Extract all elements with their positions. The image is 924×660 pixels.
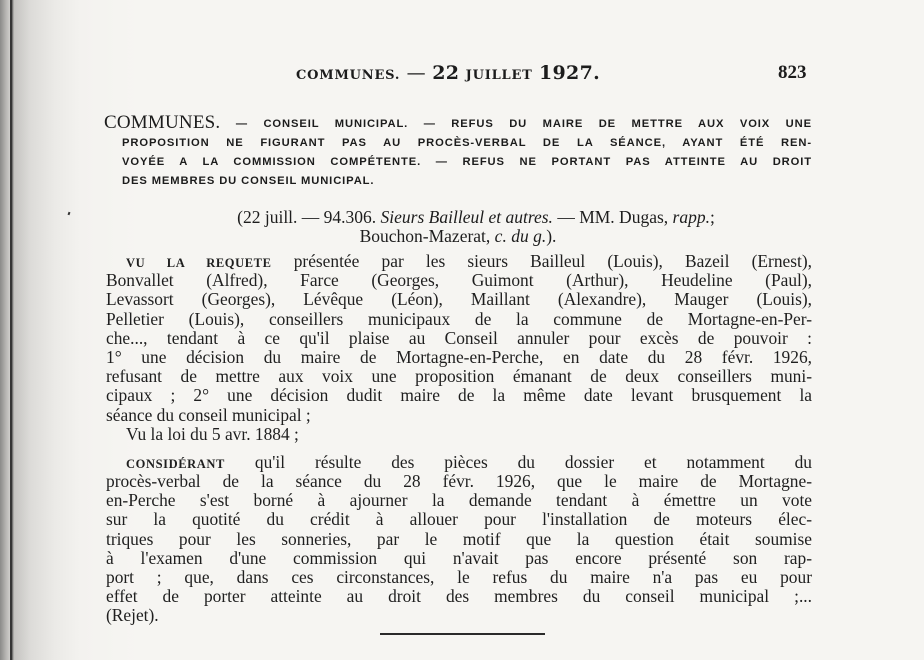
- body-text: présentée par les sieurs Bailleul (Louis), Bazeil (Ernest),: [271, 251, 812, 271]
- running-head: [296, 62, 600, 84]
- running-head-section: COMMUNES.: [296, 68, 401, 83]
- page-number: 823: [778, 62, 807, 83]
- citation-semicolon: ;: [709, 207, 715, 227]
- body-line: triques pour les sonneries, par le motif que la question était soumise: [106, 528, 812, 549]
- summary-line-3: VOYÉE A LA COMMISSION COMPÉTENTE. — REFUS NE PORTANT PAS ATTEINTE AU DROIT: [122, 156, 812, 168]
- body-line: Pelletier (Louis), conseillers municipaux de la commune de Mortagne-en-Per-: [106, 308, 812, 329]
- body-line: refusant de mettre aux voix une proposition émanant de deux conseillers muni-: [106, 366, 812, 387]
- running-head-month: JUILLET: [465, 68, 533, 83]
- body-line: Levassort (Georges), Lévêque (Léon), Maillant (Alexandre), Mauger (Louis),: [106, 289, 812, 310]
- body-line: [106, 453, 812, 472]
- decision-body: [106, 252, 812, 626]
- citation-closing: ).: [546, 226, 557, 246]
- body-line: procès-verbal de la séance du 28 févr. 1926, que le maire de Mortagne-: [106, 471, 812, 492]
- vu-requete-label: VU LA REQUETE: [126, 256, 272, 270]
- body-line: en-Perche s'est borné à ajourner la demande tendant à émettre un vote: [106, 490, 812, 511]
- citation-commissaire: Bouchon-Mazerat,: [359, 226, 491, 246]
- body-line: sur la quotité du crédit à allouer pour l'installation de moteurs élec-: [106, 509, 812, 530]
- running-head-year: 1927.: [539, 62, 601, 84]
- body-line: port ; que, dans ces circonstances, le refus du maire n'a pas eu pour: [106, 567, 812, 587]
- summary-lead: COMMUNES.: [104, 112, 221, 133]
- body-line-vu-loi: Vu la loi du 5 avr. 1884 ;: [126, 423, 299, 444]
- body-line: cipaux ; 2° une décision dudit maire de la même date levant brusquement la: [106, 385, 812, 406]
- citation-line-1: [104, 208, 812, 227]
- body-line: Bonvallet (Alfred), Farce (Georges, Guimont (Arthur), Heudeline (Paul),: [106, 270, 812, 291]
- citation-date-ref: (22 juill. — 94.306.: [237, 207, 377, 227]
- considerant-label: CONSIDÉRANT: [126, 456, 225, 471]
- body-line-rejet: (Rejet).: [106, 605, 159, 626]
- closing-rule: [380, 633, 545, 635]
- running-head-day: 22: [432, 62, 460, 84]
- body-line: 1° une décision du maire de Mortagne-en-Perche, en date du 28 févr. 1926,: [106, 346, 812, 367]
- body-line: effet de porter atteinte au droit des membres du conseil municipal ;...: [106, 586, 812, 607]
- citation-rapporteur-role: rapp.: [672, 207, 710, 227]
- citation-line-2: [104, 227, 812, 246]
- ink-speck: [68, 212, 71, 216]
- running-head-dash: —: [406, 62, 426, 84]
- body-line: séance du conseil municipal ;: [106, 404, 311, 425]
- body-text: qu'il résulte des pièces du dossier et notamment du: [224, 451, 812, 472]
- book-spine-shadow: [10, 0, 12, 660]
- case-citation: [104, 208, 812, 246]
- body-line: che..., tendant à ce qu'il plaise au Conseil annuler pour excès de pouvoir :: [106, 327, 812, 348]
- citation-parties: Sieurs Bailleul et autres.: [380, 207, 553, 227]
- citation-commissaire-role: c. du g.: [494, 226, 547, 246]
- citation-rapporteur: — MM. Dugas,: [557, 207, 669, 227]
- body-line: à l'examen d'une commission qui n'avait pas encore présenté son rap-: [106, 547, 812, 568]
- summary-line-4: DES MEMBRES DU CONSEIL MUNICIPAL.: [122, 175, 375, 187]
- summary-line-2: PROPOSITION NE FIGURANT PAS AU PROCÈS-VERBAL DE LA SÉANCE, AYANT ÉTÉ REN-: [122, 137, 812, 149]
- body-line: [106, 252, 812, 271]
- summary-text-1: — CONSEIL MUNICIPAL. — REFUS DU MAIRE DE METTRE AUX VOIX UNE: [235, 118, 812, 130]
- case-summary: [104, 113, 812, 191]
- summary-line-1: [104, 113, 812, 134]
